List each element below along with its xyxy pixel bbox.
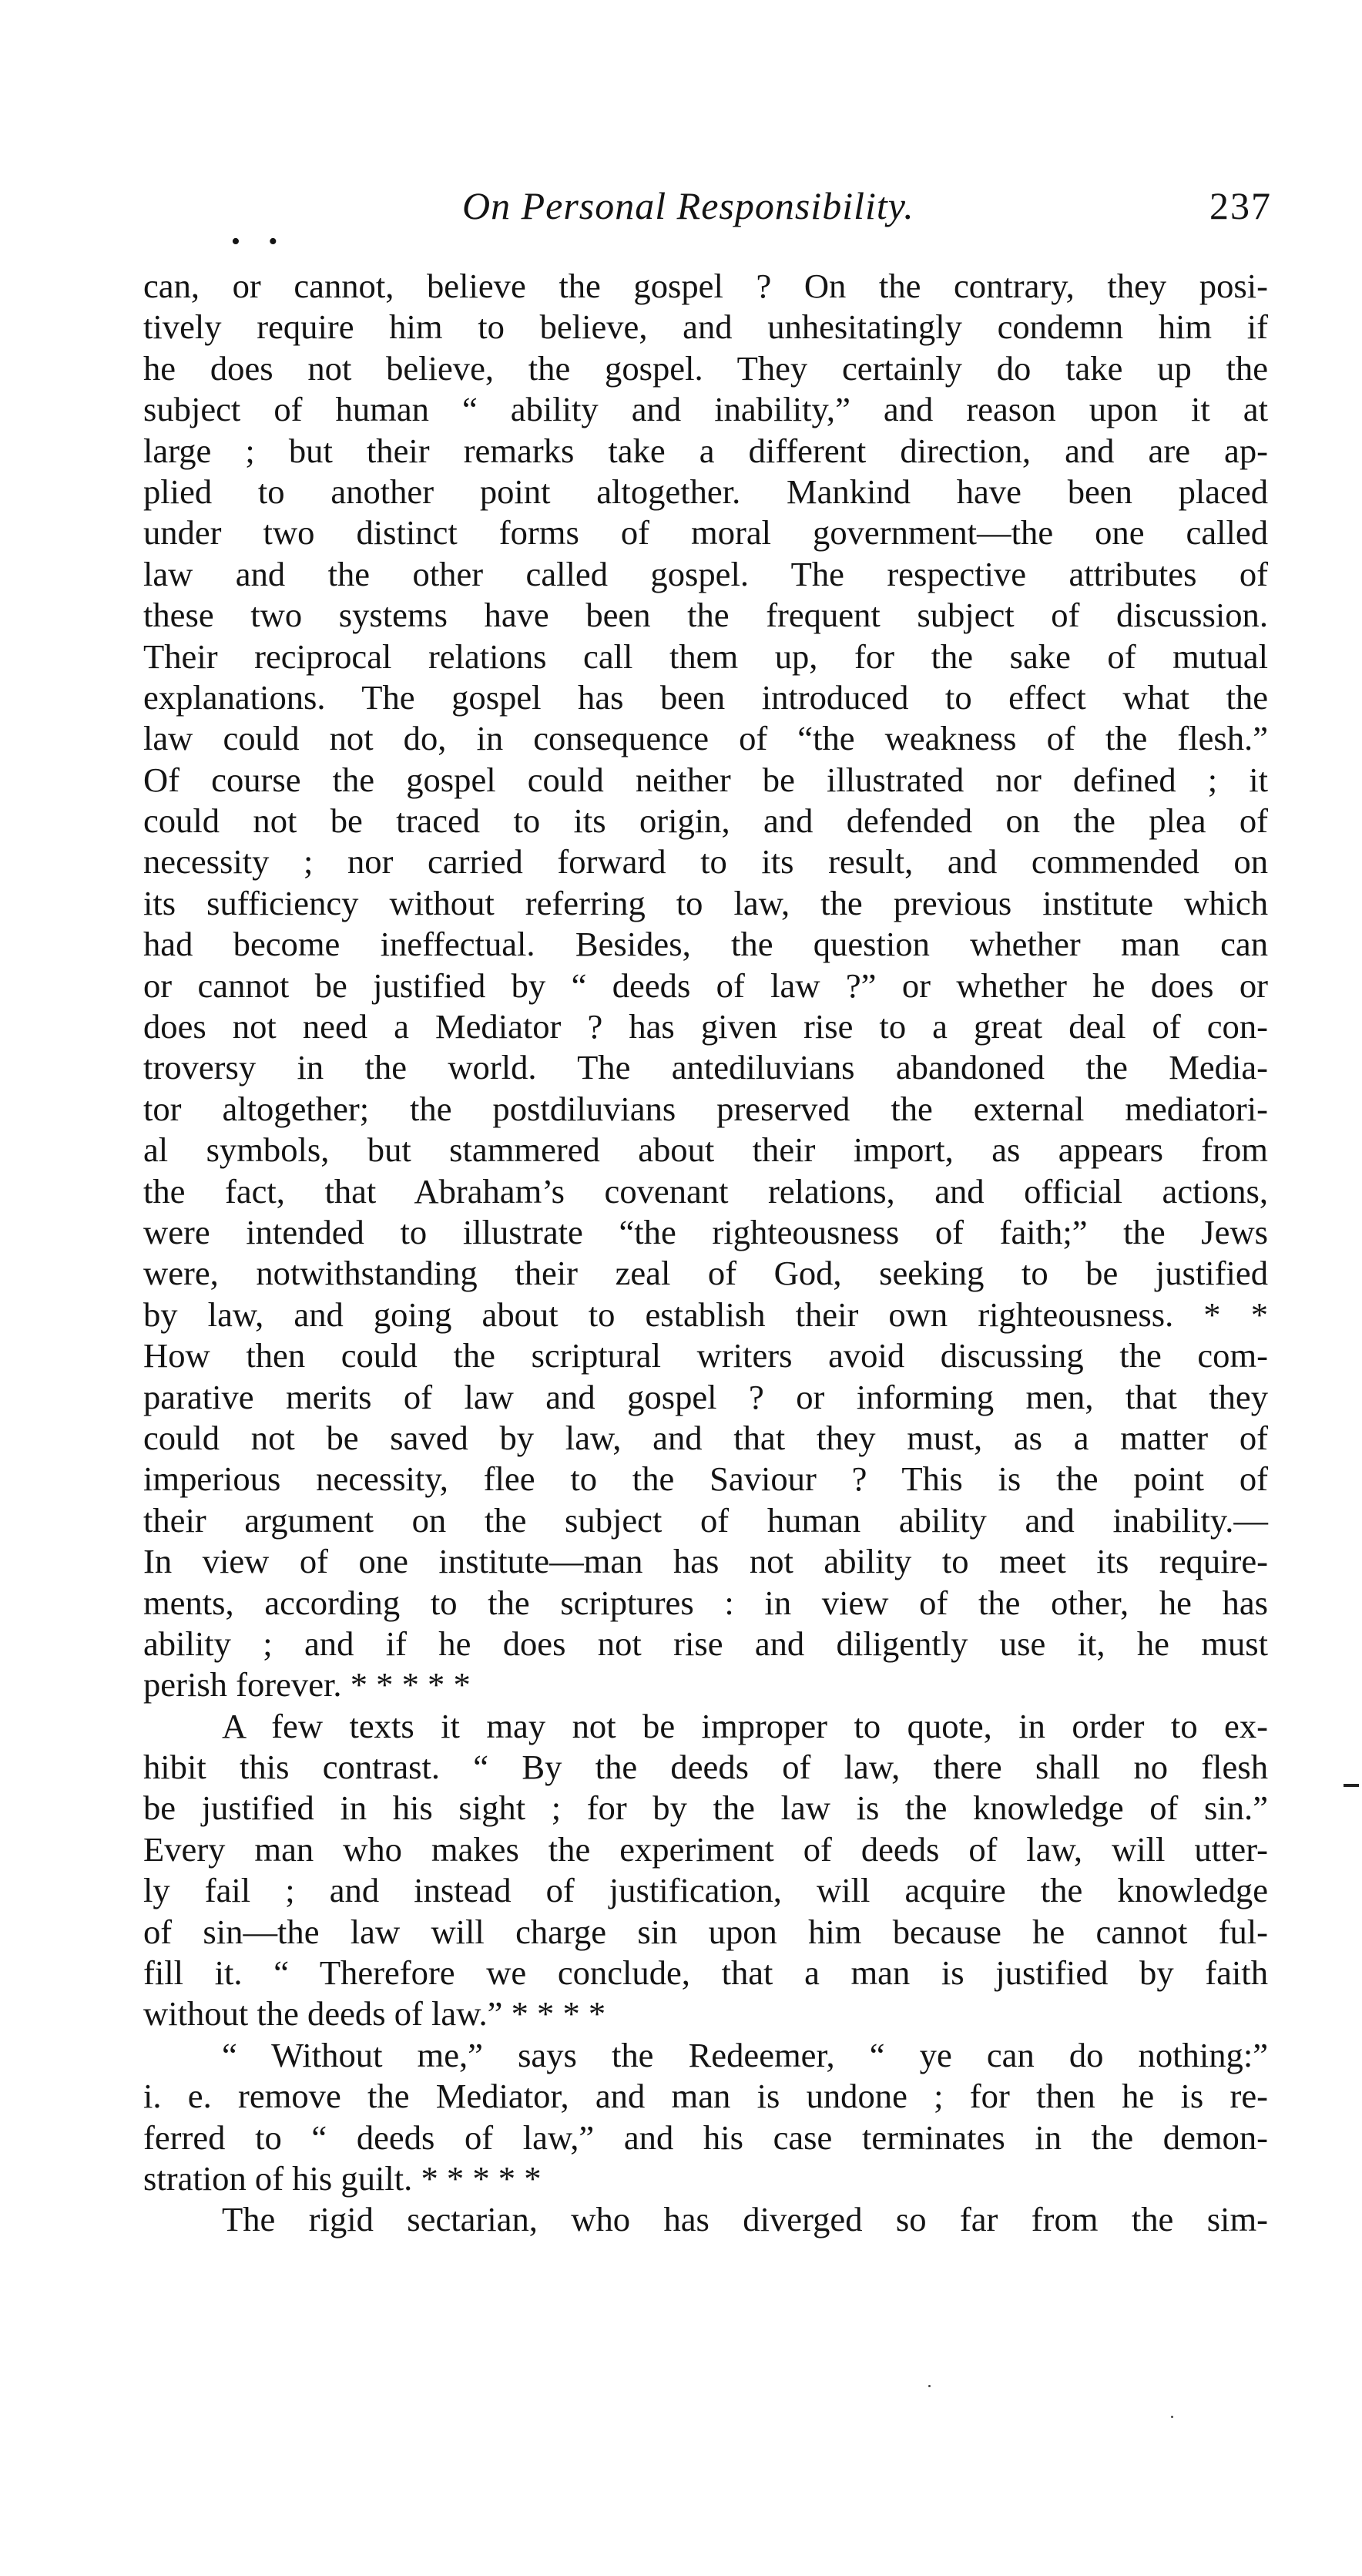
text-line: their argument on the subject of human ability and inability.— — [143, 1500, 1268, 1540]
text-line: tively require him to believe, and unhesitatingly condemn him if — [143, 307, 1268, 347]
paper-speck — [928, 2385, 931, 2387]
text-line: The rigid sectarian, who has diverged so far from the sim- — [222, 2200, 1268, 2239]
text-line: its sufficiency without referring to law, the previous institute which — [143, 883, 1268, 922]
text-line: ferred to “ deeds of law,” and his case terminates in the demon- — [143, 2118, 1268, 2157]
text-line: In view of one institute—man has not ability to meet its require- — [143, 1542, 1268, 1581]
text-line: hibit this contrast. “ By the deeds of law, there shall no flesh — [143, 1748, 1268, 1787]
text-line: or cannot be justified by “ deeds of law ?” or whether he does or — [143, 966, 1268, 1005]
text-line: under two distinct forms of moral government—the one called — [143, 513, 1268, 552]
text-line: law and the other called gospel. The respective attributes of — [143, 554, 1268, 593]
text-line: the fact, that Abraham’s covenant relations, and official actions, — [143, 1171, 1268, 1211]
text-line: A few texts it may not be improper to quote, in order to ex- — [222, 1706, 1268, 1745]
text-line: fill it. “ Therefore we conclude, that a man is justified by faith — [143, 1953, 1268, 1993]
text-line: imperious necessity, flee to the Saviour ? This is the point of — [143, 1459, 1268, 1499]
text-line: were intended to illustrate “the righteousness of faith;” the Jews — [143, 1212, 1268, 1251]
margin-mark — [1344, 1784, 1359, 1787]
text-line: were, notwithstanding their zeal of God, seeking to be justified — [143, 1254, 1268, 1293]
text-line: troversy in the world. The antediluvians abandoned the Media- — [143, 1048, 1268, 1087]
text-line: by law, and going about to establish their own righteousness. * * — [143, 1295, 1268, 1334]
text-line: he does not believe, the gospel. They certainly do take up the — [143, 348, 1268, 388]
page-number: 237 — [1209, 184, 1272, 227]
text-line: can, or cannot, believe the gospel ? On the contrary, they posi- — [143, 267, 1268, 305]
text-line: i. e. remove the Mediator, and man is undone ; for then he is re- — [143, 2077, 1268, 2116]
text-line: does not need a Mediator ? has given rise to a great deal of con- — [143, 1007, 1268, 1046]
text-line: “ Without me,” says the Redeemer, “ ye can do nothing:” — [222, 2035, 1268, 2074]
text-line: without the deeds of law.” * * * * — [143, 1994, 606, 2034]
text-line: subject of human “ ability and inability,” and reason upon it at — [143, 390, 1268, 429]
paper-speck — [1171, 2416, 1173, 2418]
text-line: large ; but their remarks take a different direction, and are ap- — [143, 431, 1268, 470]
text-line: ments, according to the scriptures : in view of the other, he has — [143, 1583, 1268, 1622]
text-line: necessity ; nor carried forward to its result, and commended on — [143, 842, 1268, 882]
text-line: Every man who makes the experiment of deeds of law, will utter- — [143, 1829, 1268, 1869]
text-line: explanations. The gospel has been introduced to effect what the — [143, 677, 1268, 717]
text-line: these two systems have been the frequent subject of discussion. — [143, 596, 1268, 635]
text-line: could not be saved by law, and that they must, as a matter of — [143, 1418, 1268, 1457]
text-line: Their reciprocal relations call them up, for the sake of mutual — [143, 636, 1268, 676]
text-line: law could not do, in consequence of “the weakness of the flesh.” — [143, 719, 1268, 758]
text-line: tor altogether; the postdiluvians preserved the external mediatori- — [143, 1089, 1268, 1128]
running-head: On Personal Responsibility. — [462, 184, 914, 227]
text-line: stration of his guilt. * * * * * — [143, 2158, 542, 2198]
text-line: of sin—the law will charge sin upon him because he cannot ful- — [143, 1912, 1268, 1951]
text-line: be justified in his sight ; for by the law is the knowledge of sin.” — [143, 1788, 1268, 1828]
text-line: ability ; and if he does not rise and diligently use it, he must — [143, 1624, 1268, 1663]
text-line: could not be traced to its origin, and defended on the plea of — [143, 801, 1268, 841]
text-line: had become ineffectual. Besides, the question whether man can — [143, 925, 1268, 964]
body-text — [143, 266, 1268, 2241]
text-line: perish forever. * * * * * — [143, 1665, 471, 1704]
text-line: al symbols, but stammered about their import, as appears from — [143, 1130, 1268, 1170]
text-line: plied to another point altogether. Mankind have been placed — [143, 472, 1268, 511]
text-line: ly fail ; and instead of justification, will acquire the knowledge — [143, 1871, 1268, 1910]
page-header — [0, 183, 1362, 230]
text-line: How then could the scriptural writers avoid discussing the com- — [143, 1336, 1268, 1375]
text-line: parative merits of law and gospel ? or informing men, that they — [143, 1377, 1268, 1416]
ornament-dots: • • — [231, 227, 289, 256]
text-line: Of course the gospel could neither be illustrated nor defined ; it — [143, 760, 1268, 799]
